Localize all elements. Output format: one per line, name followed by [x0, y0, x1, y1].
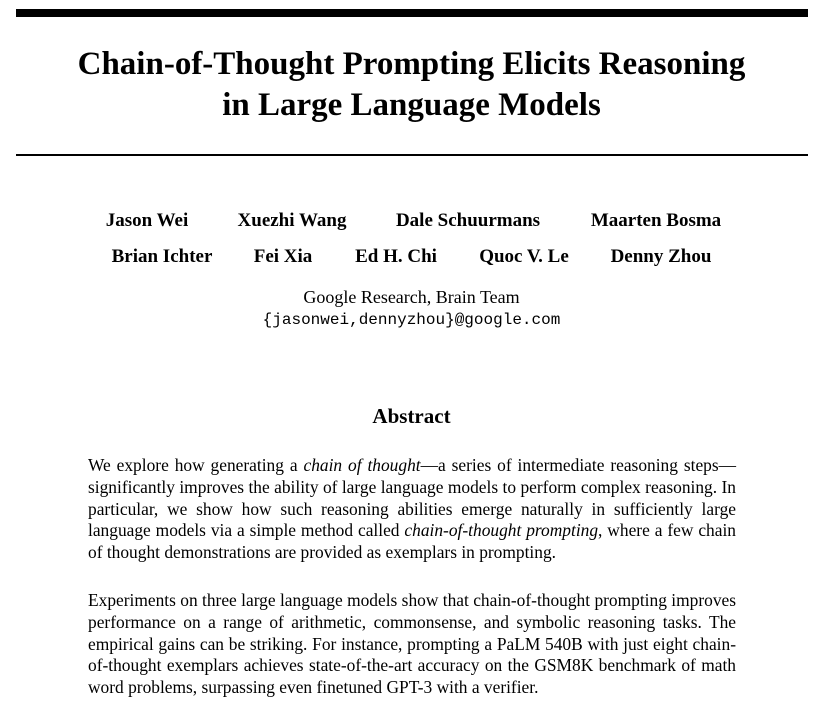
author-name: Dale Schuurmans: [395, 210, 541, 231]
abstract-emphasis: chain-of-thought prompting: [404, 520, 599, 541]
author-name: Denny Zhou: [610, 246, 712, 267]
author-name: Quoc V. Le: [479, 246, 569, 267]
abstract-emphasis: chain of thought: [303, 455, 421, 475]
authors-row-1: [0, 209, 823, 233]
abstract-paragraph-2: Experiments on three large language models show that chain-of-thought prompting improves performance on a range of arithmetic, commonsense, and symbolic reasoning tasks. The empirical gains can be striking. For instance, prompting a PaLM 540B with just eight chain-of-thought exemplars achieves state-of-the-art accuracy on the GSM8K benchmark of math word problems, surpassing even finetuned GPT-3 with a verifier.: [88, 590, 736, 698]
author-name: Fei Xia: [253, 246, 313, 267]
affiliation: Google Research, Brain Team: [303, 287, 520, 307]
authors-row-2: [0, 245, 823, 269]
author-name: Jason Wei: [105, 210, 189, 231]
author-name: Ed H. Chi: [355, 246, 437, 267]
abstract-text: —a series of intermediate reasoning steps—significantly improves the ability of large language models to perform complex reasoning. In particular, we show how such reasoning abilities emerge naturally in sufficiently large language models via a simple method called: [88, 455, 737, 541]
title-bottom-rule: [16, 154, 808, 156]
abstract-heading: Abstract: [372, 404, 451, 428]
abstract-paragraph-1: [88, 455, 736, 564]
top-rule: [16, 9, 808, 17]
paper-title: [0, 44, 823, 126]
author-name: Brian Ichter: [111, 246, 213, 267]
abstract-text: , where a few chain of thought demonstrations are provided as exemplars in prompting.: [88, 520, 736, 563]
abstract-text: We explore how generating a: [88, 455, 304, 475]
author-name: Xuezhi Wang: [237, 210, 347, 231]
author-email: {jasonwei,dennyzhou}@google.com: [262, 311, 561, 329]
title-line-2: in Large Language Models: [222, 87, 601, 123]
author-name: Maarten Bosma: [590, 210, 722, 231]
title-line-1: Chain-of-Thought Prompting Elicits Reasoning: [77, 46, 746, 82]
